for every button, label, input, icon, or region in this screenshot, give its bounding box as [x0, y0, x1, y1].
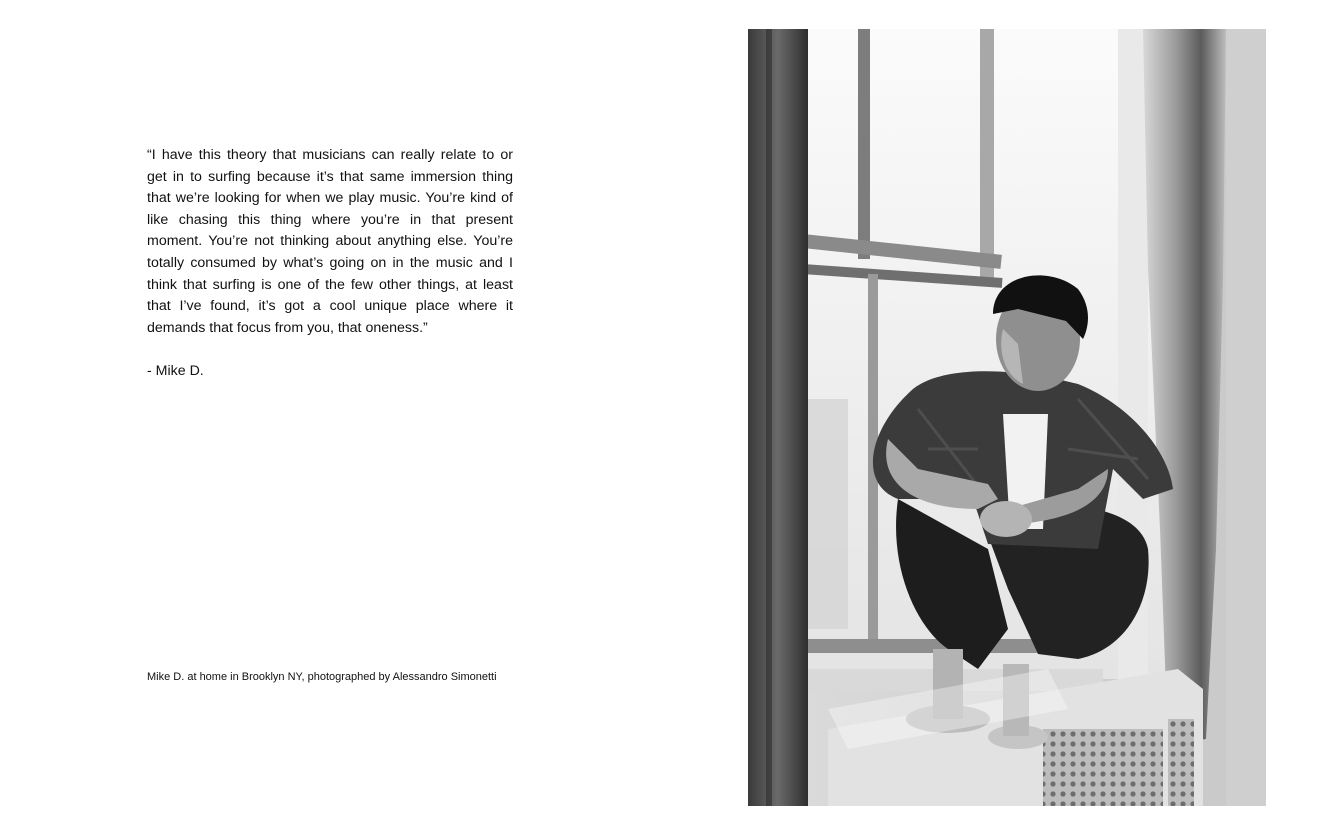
pull-quote: “I have this theory that musicians can really relate to or get in to surfing because it’s that same immersion thing that we’re looking for when we play music. You’re kind of like chasing this thing where you’re in that present moment. You’re not thinking about anything else. You’re totally consumed by what’s going on in the music and I think that surfing is one of the few other things, at least that I’ve found, it’s got a cool unique place where it demands that focus from you, that oneness.” [147, 147, 513, 336]
portrait-photo-illustration [748, 29, 1266, 806]
portrait-photo [748, 29, 1266, 806]
photo-caption: Mike D. at home in Brooklyn NY, photographed by Alessandro Simonetti [147, 671, 497, 683]
quote-attribution: - Mike D. [147, 363, 204, 379]
